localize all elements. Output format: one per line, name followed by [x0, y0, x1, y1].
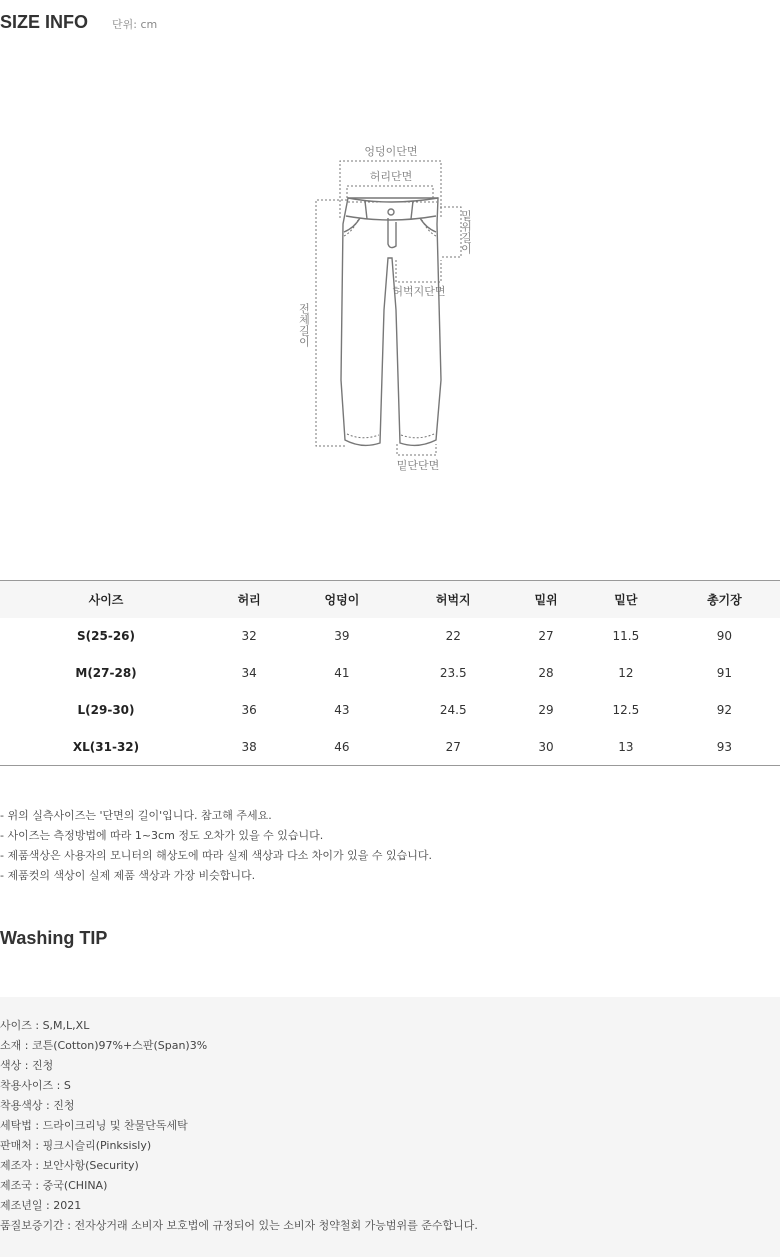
thigh-label: 허벅지단면 [392, 285, 446, 298]
table-row [0, 618, 780, 655]
table-cell: 30 [509, 729, 583, 766]
size-table [0, 580, 780, 766]
table-cell: 38 [212, 729, 286, 766]
note-item: - 사이즈는 측정방법에 따라 1~3cm 정도 오차가 있을 수 있습니다. [0, 829, 324, 842]
table-cell: 32 [241, 629, 257, 643]
table-cell: 12.5 [612, 703, 640, 717]
product-info-box [0, 997, 780, 1257]
table-cell: 11.5 [612, 629, 640, 643]
table-cell: 22 [445, 629, 461, 643]
table-cell: 29 [538, 703, 554, 717]
table-cell: 27 [398, 729, 509, 766]
note-item: - 위의 실측사이즈는 '단면의 길이'입니다. 참고해 주세요. [0, 809, 272, 822]
info-item: 색상 : 진청 [0, 1059, 54, 1072]
column-header: 허벅지 [435, 592, 471, 607]
table-cell: 27 [538, 629, 554, 643]
info-item: 품질보증기간 : 전자상거래 소비자 보호법에 규정되어 있는 소비자 청약철회 가능범위를 준수합니다. [0, 1219, 478, 1232]
size-info-header [0, 12, 157, 36]
column-header: 총기장 [706, 592, 742, 607]
info-item: 착용색상 : 진청 [0, 1099, 75, 1112]
table-cell: 39 [334, 629, 350, 643]
table-cell: 46 [286, 729, 397, 766]
table-cell: 92 [716, 703, 732, 717]
column-header: 엉덩이 [324, 592, 360, 607]
table-header-row [0, 581, 780, 618]
table-cell: 23.5 [439, 666, 467, 680]
pants-diagram [280, 138, 500, 483]
info-item: 제조국 : 중국(CHINA) [0, 1179, 108, 1192]
info-item: 제조자 : 보안사항(Security) [0, 1159, 139, 1172]
table-cell: M(27-28) [75, 666, 137, 680]
info-item: 세탁법 : 드라이크리닝 및 찬물단독세탁 [0, 1119, 188, 1132]
table-cell: 34 [241, 666, 257, 680]
table-cell: S(25-26) [77, 629, 136, 643]
total-length-label: 전체길이 [297, 303, 311, 347]
note-item: - 제품색상은 사용자의 모니터의 해상도에 따라 실제 색상과 다소 차이가 있을 수 있습니다. [0, 849, 432, 862]
hip-label: 엉덩이단면 [364, 145, 418, 158]
column-header: 허리 [237, 592, 261, 607]
table-cell: 41 [334, 666, 350, 680]
table-cell: 24.5 [439, 703, 467, 717]
unit-label: 단위: cm [112, 18, 158, 31]
rise-label: 밑위길이 [459, 210, 473, 254]
info-item: 제조년일 : 2021 [0, 1199, 82, 1212]
table-cell: 13 [583, 729, 669, 766]
table-cell: 12 [618, 666, 634, 680]
hem-label: 밑단단면 [396, 459, 440, 472]
table-cell: 90 [716, 629, 732, 643]
column-header: 밑단 [614, 592, 638, 607]
info-item: 사이즈 : S,M,L,XL [0, 1019, 90, 1032]
table-cell: 93 [669, 729, 780, 766]
waist-label: 허리단면 [369, 170, 413, 183]
table-cell: L(29-30) [77, 703, 135, 717]
pants-illustration [280, 138, 500, 483]
column-header: 밑위 [534, 592, 558, 607]
table-cell: 36 [241, 703, 257, 717]
note-item: - 제품컷의 색상이 실제 제품 색상과 가장 비슷합니다. [0, 869, 256, 882]
table-cell: 43 [334, 703, 350, 717]
table-cell: 91 [716, 666, 732, 680]
table-cell: XL(31-32) [0, 729, 212, 766]
table-row [0, 729, 780, 766]
table-cell: 28 [538, 666, 554, 680]
table-row [0, 655, 780, 692]
info-item: 판매처 : 핑크시슬리(Pinksisly) [0, 1139, 152, 1152]
column-header: 사이즈 [88, 592, 124, 607]
washing-tip-title: Washing TIP [0, 928, 108, 948]
size-info-title: SIZE INFO [0, 12, 89, 32]
table-row [0, 692, 780, 729]
info-item: 착용사이즈 : S [0, 1079, 71, 1092]
size-notes [0, 806, 432, 886]
info-item: 소재 : 코튼(Cotton)97%+스판(Span)3% [0, 1039, 208, 1052]
